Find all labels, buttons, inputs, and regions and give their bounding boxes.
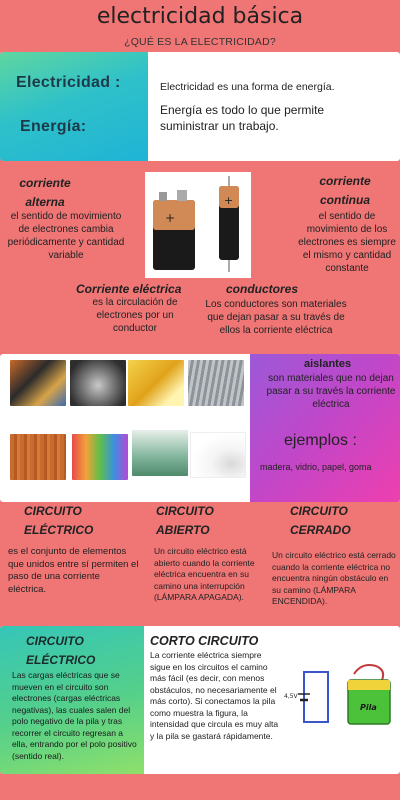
- aislantes-title: aislantes: [304, 358, 352, 370]
- bottom-circuito-title-line1: CIRCUITO: [26, 634, 84, 648]
- circuito-abierto-title-line2: ABIERTO: [156, 523, 210, 537]
- energia-label: Energía:: [20, 118, 87, 135]
- circuito-cerrado-title-line1: CIRCUITO: [290, 504, 348, 518]
- wood-image: [10, 434, 66, 480]
- intro-card: [0, 52, 400, 161]
- circuito-abierto-title-line1: CIRCUITO: [156, 504, 214, 518]
- materials-card: [0, 354, 400, 502]
- silver-teapot-image: [70, 360, 126, 406]
- bottom-circuito-title-line2: ELÉCTRICO: [26, 653, 96, 667]
- ejemplos-list: madera, vidrio, papel, goma: [260, 462, 372, 472]
- cables-image: [10, 360, 66, 406]
- corriente-alterna-title: [0, 174, 90, 212]
- circuito-electrico-description: es el conjunto de elementos que unidos entre sí permiten el paso de una corriente eléctrica.: [8, 546, 139, 595]
- corriente-continua-title-line2: continua: [320, 193, 370, 207]
- glass-bottles-image: [132, 430, 188, 476]
- electricidad-description: Electricidad es una forma de energía.: [160, 81, 335, 93]
- short-circuit-diagram: [282, 660, 398, 740]
- aislantes-description: son materiales que no dejan pasar a su través la corriente eléctrica: [266, 373, 396, 410]
- circuito-cerrado-title-line2: CERRADO: [290, 523, 351, 537]
- corriente-alterna-description: el sentido de movimiento de electrones cambia periódicamente y cantidad variable: [7, 211, 125, 261]
- circuito-electrico-title: [24, 502, 93, 540]
- bottom-card: [0, 626, 400, 774]
- corriente-continua-description: el sentido de movimiento de los electrones es siempre el mismo y cantidad constante: [298, 211, 396, 274]
- corriente-continua-title-line1: corriente: [319, 174, 371, 188]
- circuito-abierto-description: Un circuito eléctrico está abierto cuando la corriente eléctrica encuentra en su camino una interrupción (LÁMPARA APAGADA).: [154, 546, 255, 602]
- gold-bars-image: [128, 360, 184, 406]
- corriente-continua-title: [300, 172, 390, 210]
- circuito-cerrado-title: [290, 502, 351, 540]
- circuito-electrico-title-line2: ELÉCTRICO: [24, 523, 94, 537]
- svg-text:+: +: [165, 211, 176, 225]
- paper-roll-image: [190, 432, 246, 478]
- conductores-title: conductores: [226, 282, 299, 296]
- circuito-cerrado-description: Un circuito eléctrico está cerrado cuando la corriente eléctrica no encuentra ningún obstáculo en su camino (LÁMPARA ENCENDIDA).: [272, 550, 396, 606]
- plastic-objects-image: [72, 434, 128, 480]
- circuito-abierto-title: [156, 502, 214, 540]
- energia-description: Energía es todo lo que permite suministrar un trabajo.: [160, 103, 325, 133]
- pila-label: Pila: [360, 703, 377, 712]
- corto-circuito-title: CORTO CIRCUITO: [150, 634, 259, 648]
- svg-text:+: +: [224, 194, 234, 207]
- bottom-circuito-description: Las cargas eléctricas que se mueven en el circuito son electrones (cargas eléctricas negativas), las cuales salen del polo negativo de la pila y tras recorrer el circuito regresan a ella, entrando por el polo positivo (sentido real).: [12, 670, 137, 761]
- page-subtitle: ¿QUÉ ES LA ELECTRICIDAD?: [124, 36, 276, 48]
- conductores-description: Los conductores son materiales que dejan pasar a su través de ellos la corriente eléctrica: [205, 299, 347, 336]
- batteries-image: [145, 172, 251, 278]
- corto-circuito-description: La corriente eléctrica siempre sigue en los circuitos el camino más fácil (es decir, con menos obstáculos, no necesariamente el más corto). Si conectamos la pila como muestra la figura, la intensidad que circula es muy alta y la pila se gastará rápidamente.: [150, 650, 279, 741]
- circuito-electrico-title-line1: CIRCUITO: [24, 504, 82, 518]
- corriente-alterna-title-line1: corriente: [19, 176, 71, 190]
- ejemplos-title: ejemplos :: [284, 432, 357, 449]
- aluminium-cable-image: [188, 360, 244, 406]
- corriente-electrica-title: Corriente eléctrica: [76, 282, 182, 296]
- corriente-electrica-description: es la circulación de electrones por un conductor: [92, 297, 178, 334]
- electricidad-label: Electricidad :: [16, 74, 121, 91]
- corriente-alterna-title-line2: alterna: [25, 195, 65, 209]
- bottom-circuito-title: [26, 632, 95, 670]
- voltage-label: 4,5V: [284, 693, 298, 700]
- batteries-illustration: [145, 172, 251, 278]
- page-title: electricidad básica: [96, 4, 304, 29]
- intro-gradient-panel: [0, 52, 148, 161]
